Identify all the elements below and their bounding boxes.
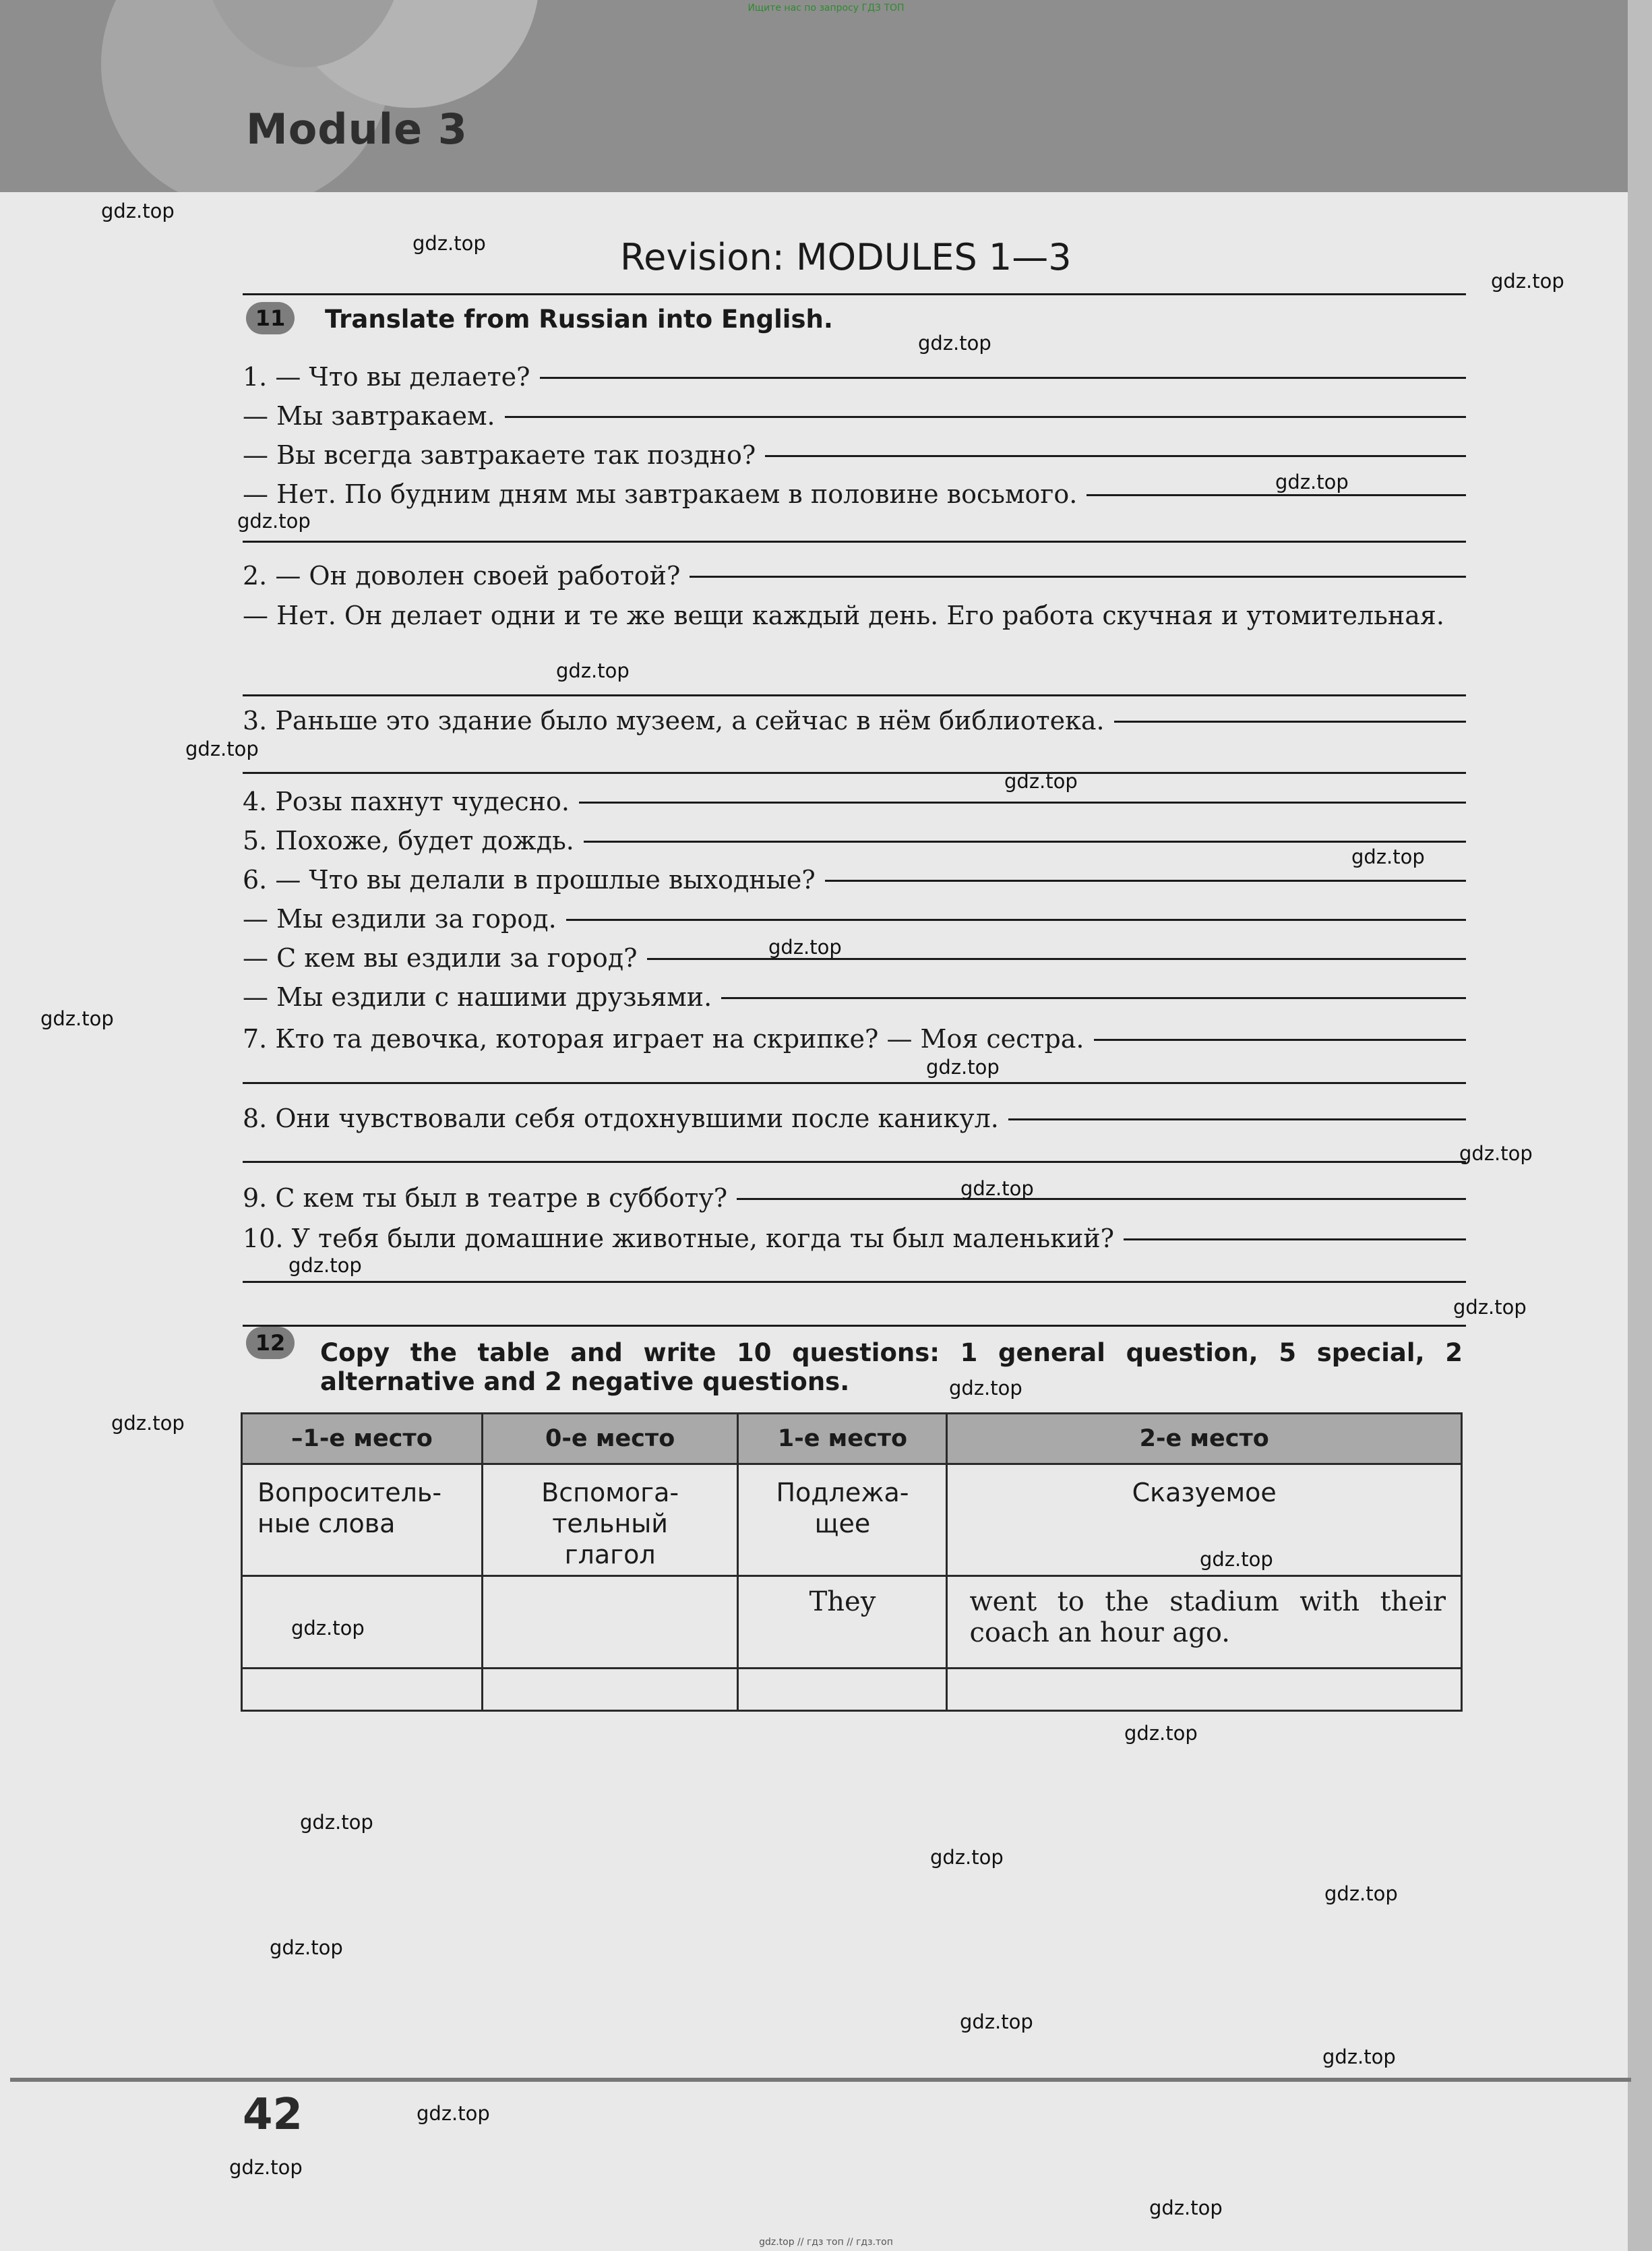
top-note[interactable]: Ищите нас по запросу ГДЗ ТОП xyxy=(747,3,905,13)
watermark: gdz.top xyxy=(291,1617,365,1640)
exercise-12-badge: 12 xyxy=(246,1327,295,1359)
line-text: — Мы ездили за город. xyxy=(243,904,557,934)
line-text: 6. — Что вы делали в прошлые выходные? xyxy=(243,865,816,895)
answer-line xyxy=(243,1082,1466,1084)
table-cell: Вспомога-тельный глагол xyxy=(482,1464,738,1576)
table-cell: They xyxy=(738,1576,947,1669)
line-text: — Нет. По будним дням мы завтракаем в половине восьмого. xyxy=(243,479,1078,509)
watermark: gdz.top xyxy=(930,1846,1004,1869)
table-cell: went to the stadium with their coach an hour ago. xyxy=(947,1576,1462,1669)
title-rule xyxy=(243,293,1466,295)
watermark: gdz.top xyxy=(1324,1882,1398,1905)
exercise-line xyxy=(243,978,1466,1017)
exercise-11-badge: 11 xyxy=(246,302,295,334)
watermark: gdz.top xyxy=(288,1254,362,1277)
table-cell: Вопроситель-ные слова xyxy=(242,1464,483,1576)
footer-rule xyxy=(10,2078,1631,2082)
line-text: — Мы завтракаем. xyxy=(243,401,495,431)
table-cell: Сказуемое xyxy=(947,1464,1462,1576)
exercise-line xyxy=(243,701,1466,740)
top-banner xyxy=(0,0,1652,192)
watermark: gdz.top xyxy=(949,1377,1022,1400)
watermark: gdz.top xyxy=(185,738,259,760)
watermark: gdz.top xyxy=(1351,845,1425,868)
exercise-line xyxy=(243,1178,1466,1218)
answer-line xyxy=(243,694,1466,696)
line-text: 7. Кто та девочка, которая играет на скрипке? — Моя сестра. xyxy=(243,1024,1084,1054)
exercise-line xyxy=(243,1099,1466,1138)
table-cell xyxy=(738,1669,947,1711)
exercise-line-wrapped: — Нет. Он делает одни и те же вещи каждый день. Его работа скучная и утомительная. xyxy=(243,601,1444,630)
line-text: 10. У тебя были домашние животные, когда ты был маленький? xyxy=(243,1224,1114,1253)
page-edge-shadow xyxy=(1628,0,1652,2251)
watermark: gdz.top xyxy=(1491,270,1564,293)
exercise-line xyxy=(243,821,1466,860)
watermark: gdz.top xyxy=(1004,770,1078,793)
table-cell xyxy=(947,1669,1462,1711)
module-title: Module 3 xyxy=(246,104,468,154)
line-text: 3. Раньше это здание было музеем, а сейчас в нём библиотека. xyxy=(243,706,1105,736)
answer-line xyxy=(243,541,1466,543)
watermark: gdz.top xyxy=(417,2102,490,2125)
question-table xyxy=(241,1412,1463,1712)
watermark: gdz.top xyxy=(960,1177,1034,1200)
watermark: gdz.top xyxy=(1149,2196,1223,2219)
table-cell: Подлежа-щее xyxy=(738,1464,947,1576)
answer-line xyxy=(243,772,1466,774)
line-text: 5. Похоже, будет дождь. xyxy=(243,826,574,856)
exercise-line xyxy=(243,782,1466,821)
exercise-line xyxy=(243,1219,1466,1258)
line-text: 9. С кем ты был в театре в субботу? xyxy=(243,1183,728,1213)
exercise-line xyxy=(243,1019,1466,1058)
watermark: gdz.top xyxy=(40,1007,114,1030)
exercise-11-instruction: Translate from Russian into English. xyxy=(325,305,833,334)
table-cell xyxy=(482,1576,738,1669)
exercise-line xyxy=(243,860,1466,899)
answer-line xyxy=(243,1161,1466,1163)
table-header: 2-е место xyxy=(947,1414,1462,1464)
exercise-line xyxy=(243,556,1466,595)
line-text: — Вы всегда завтракаете так поздно? xyxy=(243,440,756,470)
table-cell xyxy=(482,1669,738,1711)
watermark: gdz.top xyxy=(300,1811,373,1834)
exercise-line xyxy=(243,938,1466,978)
section-rule xyxy=(243,1325,1466,1327)
watermark: gdz.top xyxy=(101,200,175,222)
page-title: Revision: MODULES 1—3 xyxy=(620,236,1072,278)
watermark: gdz.top xyxy=(1124,1722,1198,1745)
watermark: gdz.top xyxy=(926,1056,1000,1079)
table-row xyxy=(242,1576,1462,1669)
watermark: gdz.top xyxy=(1322,2045,1396,2068)
line-text: 8. Они чувствовали себя отдохнувшими после каникул. xyxy=(243,1104,999,1133)
watermark: gdz.top xyxy=(237,510,311,533)
watermark: gdz.top xyxy=(556,659,630,682)
watermark: gdz.top xyxy=(918,332,991,355)
watermark: gdz.top xyxy=(1200,1548,1273,1571)
exercise-line xyxy=(243,899,1466,938)
watermark: gdz.top xyxy=(1453,1296,1527,1319)
table-header: 0-е место xyxy=(482,1414,738,1464)
watermark: gdz.top xyxy=(768,936,842,959)
line-text: — С кем вы ездили за город? xyxy=(243,943,638,973)
watermark: gdz.top xyxy=(111,1412,185,1435)
line-text: — Мы ездили с нашими друзьями. xyxy=(243,982,712,1012)
page-number: 42 xyxy=(243,2090,303,2140)
line-text: 2. — Он доволен своей работой? xyxy=(243,561,681,591)
exercise-12-instruction: Copy the table and write 10 questions: 1 general question, 5 special, 2 alternative and 2 negative questions. xyxy=(320,1338,1463,1396)
table-row xyxy=(242,1669,1462,1711)
table-header: –1-е место xyxy=(242,1414,483,1464)
table-header-row xyxy=(242,1414,1462,1464)
table-row xyxy=(242,1464,1462,1576)
table-header: 1-е место xyxy=(738,1414,947,1464)
answer-line xyxy=(243,1281,1466,1283)
line-text: 4. Розы пахнут чудесно. xyxy=(243,787,570,816)
line-text: 1. — Что вы делаете? xyxy=(243,362,530,392)
watermark: gdz.top xyxy=(960,2010,1033,2033)
watermark: gdz.top xyxy=(1275,471,1349,493)
watermark: gdz.top xyxy=(1459,1142,1533,1165)
watermark: gdz.top xyxy=(412,232,486,255)
exercise-line xyxy=(243,396,1466,436)
bottom-note[interactable]: gdz.top // гдз топ // гдз.топ xyxy=(759,2237,893,2248)
exercise-line xyxy=(243,436,1466,475)
watermark: gdz.top xyxy=(229,2156,303,2179)
table-cell xyxy=(242,1669,483,1711)
watermark: gdz.top xyxy=(270,1936,343,1959)
exercise-line xyxy=(243,357,1466,396)
